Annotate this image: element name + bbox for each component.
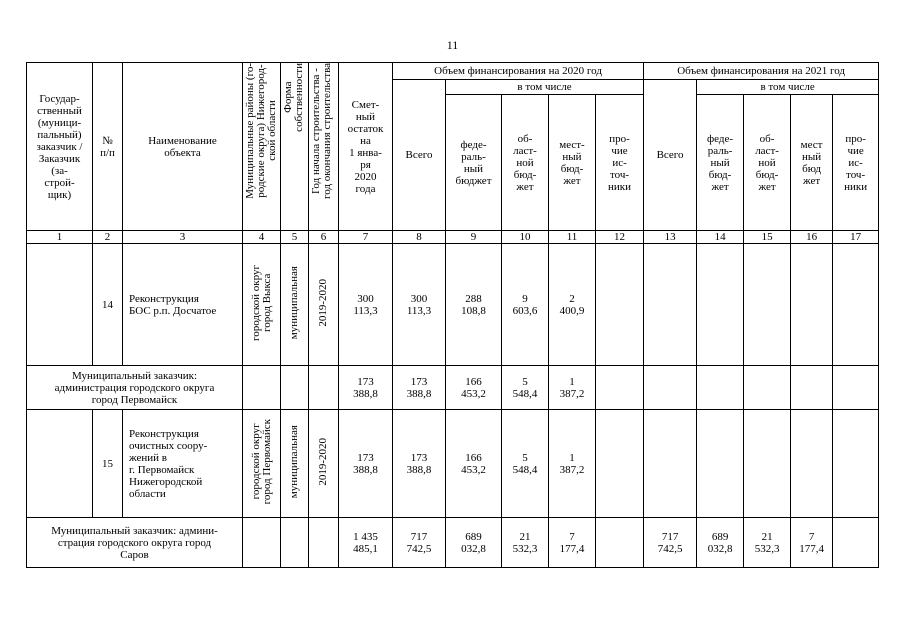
- header-ownership: Форма собственности: [281, 63, 309, 231]
- estimate-cell: 173 388,8: [339, 366, 393, 410]
- header-num: № п/п: [93, 63, 123, 231]
- reg-2020-cell: 5 548,4: [502, 410, 549, 518]
- empty-cell: [596, 366, 644, 410]
- col-number: 6: [309, 231, 339, 244]
- col-number: 14: [697, 231, 744, 244]
- empty-cell: [833, 410, 879, 518]
- fed-2020-cell: 689 032,8: [446, 518, 502, 568]
- row-number: 14: [93, 244, 123, 366]
- subtotal-label: Муниципальный заказчик: админи- страция городского округа город Саров: [27, 518, 243, 568]
- ownership-cell: муниципальная: [281, 244, 309, 366]
- col-number: 11: [549, 231, 596, 244]
- empty-cell: [309, 518, 339, 568]
- page-number: 11: [446, 38, 459, 52]
- col-number: 7: [339, 231, 393, 244]
- header-reg-2020: об- ласт- ной бюд- жет: [502, 95, 549, 231]
- loc-2020-cell: 1 387,2: [549, 410, 596, 518]
- reg-2020-cell: 9 603,6: [502, 244, 549, 366]
- header-incl-2021: в том числе: [697, 80, 879, 95]
- col-number: 2: [93, 231, 123, 244]
- header-oth-2021: про- чие ис- точ- ники: [833, 95, 879, 231]
- empty-cell: [791, 410, 833, 518]
- object-name: Реконструкция БОС р.п. Досчатое: [123, 244, 243, 366]
- district-cell: городской округ город Выкса: [243, 244, 281, 366]
- table-row: [27, 410, 879, 518]
- col-number: 15: [744, 231, 791, 244]
- empty-cell: [744, 244, 791, 366]
- years-cell: 2019-2020: [309, 244, 339, 366]
- subtotal-row: [27, 366, 879, 410]
- fed-2020-cell: 288 108,8: [446, 244, 502, 366]
- col-number: 4: [243, 231, 281, 244]
- customer-cell: [27, 410, 93, 518]
- empty-cell: [596, 518, 644, 568]
- col-number: 16: [791, 231, 833, 244]
- empty-cell: [833, 366, 879, 410]
- estimate-cell: 173 388,8: [339, 410, 393, 518]
- col-number: 5: [281, 231, 309, 244]
- header-loc-2021: мест ный бюд жет: [791, 95, 833, 231]
- header-years: Год начала строительства - год окончания строительства: [309, 63, 339, 231]
- col-number: 13: [644, 231, 697, 244]
- header-districts: Муниципальные районы (го- родские округа) Нижегород- ской области: [243, 63, 281, 231]
- column-numbers-row: [27, 231, 879, 244]
- empty-cell: [744, 410, 791, 518]
- total-2020-cell: 300 113,3: [393, 244, 446, 366]
- header-loc-2020: мест- ный бюд- жет: [549, 95, 596, 231]
- col-number: 3: [123, 231, 243, 244]
- ownership-cell: муниципальная: [281, 410, 309, 518]
- empty-cell: [596, 244, 644, 366]
- fed-2021-cell: 689 032,8: [697, 518, 744, 568]
- loc-2020-cell: 2 400,9: [549, 244, 596, 366]
- reg-2020-cell: 5 548,4: [502, 366, 549, 410]
- header-fed-2020: феде- раль- ный бюджет: [446, 95, 502, 231]
- header-fin-2020: Объем финансирования на 2020 год: [393, 63, 644, 80]
- estimate-cell: 1 435 485,1: [339, 518, 393, 568]
- col-number: 9: [446, 231, 502, 244]
- empty-cell: [791, 366, 833, 410]
- empty-cell: [697, 366, 744, 410]
- empty-cell: [744, 366, 791, 410]
- fed-2020-cell: 166 453,2: [446, 366, 502, 410]
- estimate-cell: 300 113,3: [339, 244, 393, 366]
- loc-2020-cell: 7 177,4: [549, 518, 596, 568]
- empty-cell: [243, 366, 281, 410]
- subtotal-row: [27, 518, 879, 568]
- customer-cell: [27, 244, 93, 366]
- empty-cell: [833, 518, 879, 568]
- reg-2021-cell: 21 532,3: [744, 518, 791, 568]
- header-fed-2021: феде- раль- ный бюд- жет: [697, 95, 744, 231]
- col-number: 1: [27, 231, 93, 244]
- empty-cell: [309, 366, 339, 410]
- header-object-name: Наименование объекта: [123, 63, 243, 231]
- total-2020-cell: 173 388,8: [393, 410, 446, 518]
- loc-2020-cell: 1 387,2: [549, 366, 596, 410]
- col-number: 17: [833, 231, 879, 244]
- header-total-2020: Всего: [393, 80, 446, 231]
- total-2020-cell: 173 388,8: [393, 366, 446, 410]
- empty-cell: [833, 244, 879, 366]
- table-row: [27, 244, 879, 366]
- district-cell: городской округ город Первомайск: [243, 410, 281, 518]
- empty-cell: [596, 410, 644, 518]
- total-2020-cell: 717 742,5: [393, 518, 446, 568]
- header-reg-2021: об- ласт- ной бюд- жет: [744, 95, 791, 231]
- col-number: 10: [502, 231, 549, 244]
- empty-cell: [697, 244, 744, 366]
- header-incl-2020: в том числе: [446, 80, 644, 95]
- empty-cell: [281, 518, 309, 568]
- header-oth-2020: про- чие ис- точ- ники: [596, 95, 644, 231]
- object-name: Реконструкция очистных соору- жений в г. Первомайск Нижегородской области: [123, 410, 243, 518]
- fed-2020-cell: 166 453,2: [446, 410, 502, 518]
- col-number: 8: [393, 231, 446, 244]
- header-total-2021: Всего: [644, 80, 697, 231]
- empty-cell: [791, 244, 833, 366]
- row-number: 15: [93, 410, 123, 518]
- empty-cell: [243, 518, 281, 568]
- col-number: 12: [596, 231, 644, 244]
- header-customer: Государ- ственный (муници- пальный) заказчик / Заказчик (за- строй- щик): [27, 63, 93, 231]
- empty-cell: [644, 366, 697, 410]
- empty-cell: [644, 410, 697, 518]
- financing-table: [26, 62, 879, 568]
- loc-2021-cell: 7 177,4: [791, 518, 833, 568]
- reg-2020-cell: 21 532,3: [502, 518, 549, 568]
- empty-cell: [644, 244, 697, 366]
- header-estimate: Смет- ный остаток на 1 янва- ря 2020 года: [339, 63, 393, 231]
- years-cell: 2019-2020: [309, 410, 339, 518]
- total-2021-cell: 717 742,5: [644, 518, 697, 568]
- empty-cell: [281, 366, 309, 410]
- subtotal-label: Муниципальный заказчик: администрация городского округа город Первомайск: [27, 366, 243, 410]
- empty-cell: [697, 410, 744, 518]
- header-fin-2021: Объем финансирования на 2021 год: [644, 63, 879, 80]
